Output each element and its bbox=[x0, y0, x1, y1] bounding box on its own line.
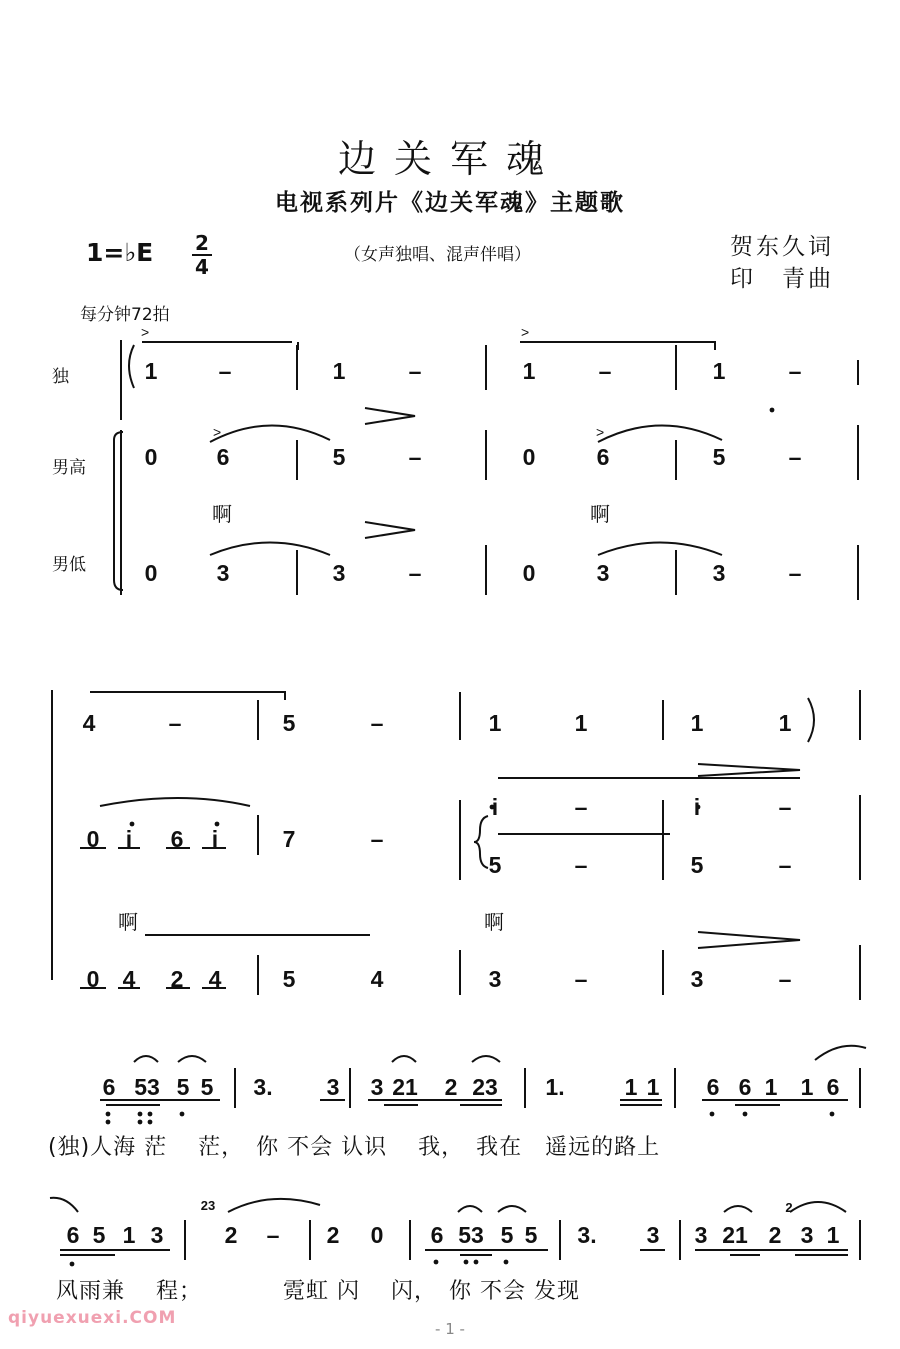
note: 3 bbox=[694, 1222, 708, 1248]
note: 5 bbox=[690, 852, 704, 878]
note: 23 bbox=[472, 1074, 498, 1100]
note: 1 bbox=[646, 1074, 660, 1100]
note: i bbox=[693, 794, 701, 820]
note: 5 bbox=[712, 444, 726, 470]
note: – bbox=[788, 560, 802, 586]
accent-mark: > bbox=[521, 324, 530, 340]
note: – bbox=[218, 358, 232, 384]
note: 53 bbox=[458, 1222, 484, 1248]
note: 3 bbox=[332, 560, 346, 586]
composer-credit: 印 青曲 bbox=[730, 266, 834, 292]
note: 6 bbox=[430, 1222, 444, 1248]
note: 0 bbox=[522, 560, 536, 586]
note: 5 bbox=[282, 710, 296, 736]
note: 5 bbox=[92, 1222, 106, 1248]
note: 1 bbox=[624, 1074, 638, 1100]
note: 1 bbox=[826, 1222, 840, 1248]
note: – bbox=[574, 966, 588, 992]
note: 5 bbox=[282, 966, 296, 992]
note: 2 bbox=[768, 1222, 782, 1248]
note: 5 bbox=[200, 1074, 214, 1100]
note: 4 bbox=[82, 710, 96, 736]
note: – bbox=[788, 358, 802, 384]
lyric: 啊 bbox=[484, 910, 504, 934]
note: 1. bbox=[545, 1074, 565, 1100]
note: i bbox=[211, 826, 219, 852]
note: 1 bbox=[332, 358, 346, 384]
accent-mark: > bbox=[596, 424, 605, 440]
note: 0 bbox=[144, 444, 158, 470]
note: 0 bbox=[370, 1222, 384, 1248]
lyric: 啊 bbox=[590, 502, 610, 526]
note: 5 bbox=[500, 1222, 514, 1248]
lyric: 啊 bbox=[212, 502, 232, 526]
watermark: qiyuexuexi.COM bbox=[8, 1308, 177, 1328]
note: 3 bbox=[150, 1222, 164, 1248]
lyrics-line3: (独)人海 茫 茫， 你 不会 认识 我， 我在 遥远的路上 bbox=[48, 1135, 661, 1160]
note: 1 bbox=[522, 358, 536, 384]
part-label-bass: 男低 bbox=[52, 555, 86, 575]
note: 5 bbox=[524, 1222, 538, 1248]
performance-note: （女声独唱、混声伴唱） bbox=[344, 245, 531, 265]
note: i bbox=[125, 826, 133, 852]
song-title: 边关军魂 bbox=[337, 137, 562, 181]
accent-mark: > bbox=[213, 424, 222, 440]
note: 2 bbox=[326, 1222, 340, 1248]
note: – bbox=[778, 966, 792, 992]
note: 6 bbox=[170, 826, 184, 852]
note: 3 bbox=[216, 560, 230, 586]
note: 4 bbox=[208, 966, 222, 992]
part-label-tenor: 男高 bbox=[52, 458, 86, 478]
tempo-marking: 每分钟72拍 bbox=[80, 305, 170, 325]
note: – bbox=[778, 852, 792, 878]
note: 21 bbox=[392, 1074, 418, 1100]
note: 6 bbox=[706, 1074, 720, 1100]
time-bottom: 4 bbox=[195, 255, 209, 279]
note: 3 bbox=[370, 1074, 384, 1100]
note: – bbox=[408, 358, 422, 384]
note: 4 bbox=[122, 966, 136, 992]
grace-note: 2 bbox=[785, 1200, 793, 1215]
note: – bbox=[266, 1222, 280, 1248]
note: 3 bbox=[596, 560, 610, 586]
lyricist-credit: 贺东久词 bbox=[730, 234, 834, 260]
note: 0 bbox=[144, 560, 158, 586]
note: 0 bbox=[86, 966, 100, 992]
note: – bbox=[574, 794, 588, 820]
note: 4 bbox=[370, 966, 384, 992]
note: – bbox=[778, 794, 792, 820]
note: 3 bbox=[326, 1074, 340, 1100]
note: – bbox=[788, 444, 802, 470]
note: 3. bbox=[253, 1074, 273, 1100]
key-signature: 1=♭E bbox=[86, 238, 154, 267]
note: 6 bbox=[738, 1074, 752, 1100]
note: i bbox=[491, 794, 499, 820]
note: 3 bbox=[488, 966, 502, 992]
note: 1 bbox=[144, 358, 158, 384]
song-subtitle: 电视系列片《边关军魂》主题歌 bbox=[275, 190, 625, 216]
accent-mark: > bbox=[141, 324, 150, 340]
note: 21 bbox=[722, 1222, 748, 1248]
note: 3 bbox=[646, 1222, 660, 1248]
note: 3. bbox=[577, 1222, 597, 1248]
lyric: 啊 bbox=[118, 910, 138, 934]
note: 3 bbox=[712, 560, 726, 586]
note: 6 bbox=[102, 1074, 116, 1100]
note: 2 bbox=[170, 966, 184, 992]
note: 6 bbox=[826, 1074, 840, 1100]
note: – bbox=[168, 710, 182, 736]
note: 3 bbox=[800, 1222, 814, 1248]
note: 0 bbox=[86, 826, 100, 852]
page-number: - 1 - bbox=[435, 1320, 465, 1338]
note: 0 bbox=[522, 444, 536, 470]
note: 2 bbox=[224, 1222, 238, 1248]
time-top: 2 bbox=[195, 231, 209, 255]
note: – bbox=[408, 560, 422, 586]
note: 5 bbox=[488, 852, 502, 878]
note: – bbox=[598, 358, 612, 384]
note: 5 bbox=[176, 1074, 190, 1100]
note: 2 bbox=[444, 1074, 458, 1100]
note: – bbox=[408, 444, 422, 470]
note: 53 bbox=[134, 1074, 160, 1100]
note: 6 bbox=[596, 444, 610, 470]
note: 7 bbox=[282, 826, 296, 852]
note: 1 bbox=[764, 1074, 778, 1100]
note: – bbox=[370, 826, 384, 852]
note: 1 bbox=[778, 710, 792, 736]
note: 1 bbox=[800, 1074, 814, 1100]
note: – bbox=[370, 710, 384, 736]
lyrics-line4: 风雨兼 程； 霓虹 闪 闪， 你 不会 发现 bbox=[56, 1279, 580, 1304]
note: 1 bbox=[122, 1222, 136, 1248]
note: 1 bbox=[690, 710, 704, 736]
note: 5 bbox=[332, 444, 346, 470]
note: 6 bbox=[66, 1222, 80, 1248]
note: 6 bbox=[216, 444, 230, 470]
note: 1 bbox=[574, 710, 588, 736]
note: 1 bbox=[488, 710, 502, 736]
part-label-solo: 独 bbox=[52, 367, 69, 387]
note: – bbox=[574, 852, 588, 878]
note: 1 bbox=[712, 358, 726, 384]
grace-note: 23 bbox=[200, 1198, 216, 1213]
note: 3 bbox=[690, 966, 704, 992]
